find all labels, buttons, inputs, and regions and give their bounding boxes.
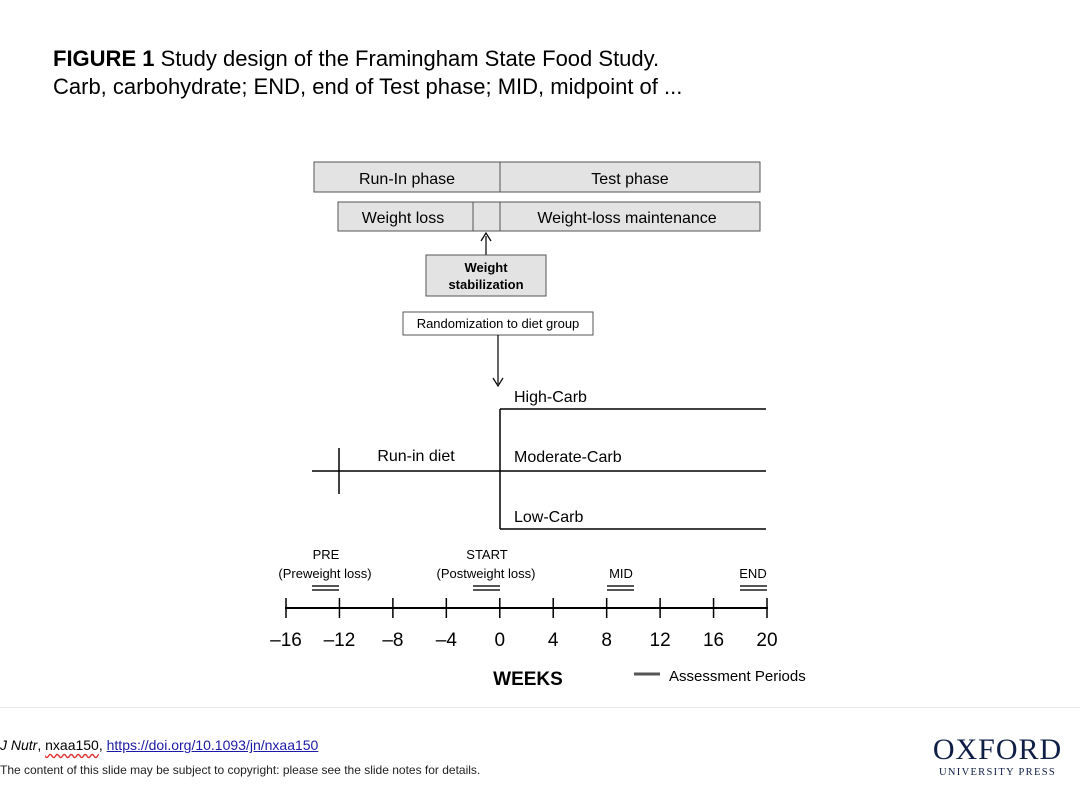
run-in-diet-label: Run-in diet [377,448,455,465]
publisher-name: OXFORD [932,733,1063,766]
high-carb-label: High-Carb [514,389,587,406]
axis-tick-label: 0 [494,630,506,651]
weeks-axis-label: WEEKS [493,669,563,690]
maintenance-label: Weight-loss maintenance [537,210,717,227]
axis-tick-label: 16 [702,630,725,651]
start-label: START [466,547,508,562]
axis-tick-label: –8 [382,630,404,651]
journal-name: J Nutr [0,737,38,753]
axis-tick-label: 8 [601,630,612,651]
assessment-period-end [740,586,767,590]
pre-sublabel: (Preweight loss) [278,566,372,581]
assessment-period-start [473,586,500,590]
copyright-notice: The content of this slide may be subject to copyright: please see the slide notes for details. [0,763,481,777]
doi-link[interactable]: https://doi.org/10.1093/jn/nxaa150 [106,737,319,753]
mid-label: MID [609,566,633,581]
axis-tick-label: 4 [547,630,559,651]
axis-tick-label: –16 [270,630,302,651]
assessment-legend-label: Assessment Periods [669,668,806,685]
low-carb-label: Low-Carb [514,509,584,526]
citation: J Nutr, nxaa150, https://doi.org/10.1093/jn/nxaa150 [0,737,319,753]
start-sublabel: (Postweight loss) [436,566,536,581]
footer-divider [0,707,1080,708]
caption-line1: Study design of the Framingham State Food Study. [160,46,660,71]
end-label: END [739,566,767,581]
test-phase-label: Test phase [591,171,669,188]
axis-tick-label: –12 [323,630,356,651]
axis-tick-label: –4 [435,630,457,651]
stabilization-gap-box [473,202,500,231]
figure-label: FIGURE 1 [53,46,155,71]
stabilization-label-line1: Weight [464,260,508,275]
stabilization-label-line2: stabilization [448,277,524,292]
assessment-period-mid [607,586,634,590]
publisher-subtitle: UNIVERSITY PRESS [939,767,1056,778]
weight-loss-label: Weight loss [361,210,445,227]
randomization-label: Randomization to diet group [416,316,580,331]
pre-label: PRE [312,547,340,562]
caption-line2: Carb, carbohydrate; END, end of Test phase; MID, midpoint of ... [53,74,683,99]
axis-tick-label: 20 [756,630,778,651]
run-in-phase-label: Run-In phase [358,171,456,188]
article-id: nxaa150 [45,737,99,753]
assessment-period-pre [312,586,339,590]
axis-tick-label: 12 [649,630,671,651]
moderate-carb-label: Moderate-Carb [514,449,622,466]
oxford-logo[interactable] [920,734,1075,780]
